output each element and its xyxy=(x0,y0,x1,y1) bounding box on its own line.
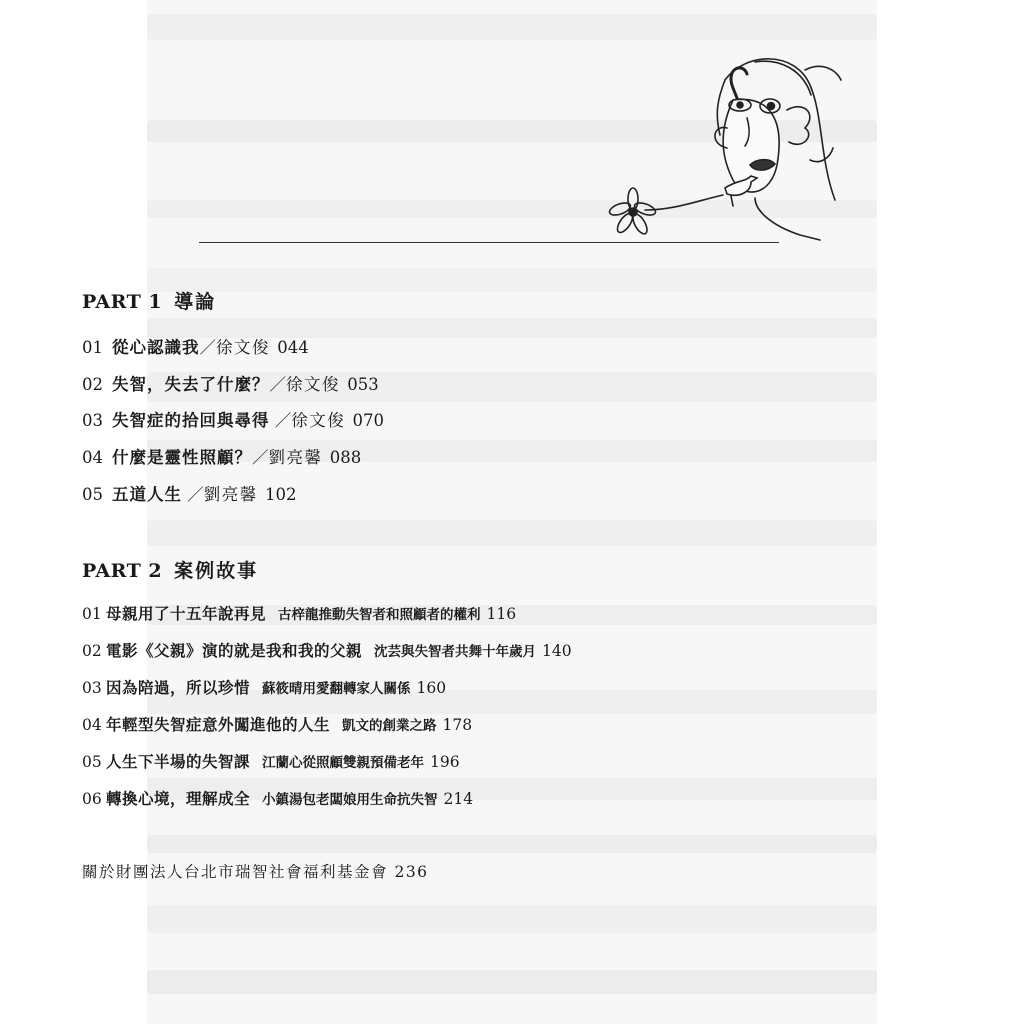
entry-page: 102 xyxy=(265,485,297,504)
toc-entry[interactable] xyxy=(82,676,446,698)
toc-entry[interactable] xyxy=(82,639,572,661)
entry-page: 044 xyxy=(277,338,309,357)
entry-number: 02 xyxy=(82,375,103,394)
entry-number: 05 xyxy=(82,753,102,771)
entry-title: 失智症的拾回與尋得 xyxy=(112,411,270,430)
entry-page: 178 xyxy=(442,716,473,734)
toc-entry[interactable] xyxy=(82,481,297,505)
about-page: 236 xyxy=(394,863,429,881)
entry-number: 01 xyxy=(82,338,103,357)
entry-subtitle: 江蘭心從照顧雙親預備老年 xyxy=(262,755,425,771)
entry-number: 04 xyxy=(82,448,103,467)
about-title: 關於財團法人台北市瑞智社會福利基金會 xyxy=(82,863,389,881)
entry-page: 116 xyxy=(486,605,517,623)
brush-stroke xyxy=(147,520,877,546)
entry-subtitle: 凱文的創業之路 xyxy=(342,718,437,734)
entry-subtitle: 蘇筱晴用愛翻轉家人關係 xyxy=(262,681,411,697)
face-illustration xyxy=(605,40,845,250)
part1-heading xyxy=(82,287,216,314)
brush-stroke xyxy=(147,14,877,40)
entry-number: 03 xyxy=(82,679,102,697)
part2-title: 案例故事 xyxy=(174,560,259,582)
toc-entry[interactable] xyxy=(82,787,473,809)
entry-title: 失智，失去了什麼？ xyxy=(112,375,270,394)
entry-title: 轉換心境，理解成全 xyxy=(106,789,251,808)
entry-page: 214 xyxy=(443,790,474,808)
part1-label: PART 1 xyxy=(82,291,163,313)
brush-stroke xyxy=(147,905,877,933)
entry-number: 02 xyxy=(82,642,102,660)
entry-number: 05 xyxy=(82,485,103,504)
toc-entry[interactable] xyxy=(82,407,384,431)
entry-separator: ／ xyxy=(199,338,216,357)
header-divider xyxy=(199,242,779,243)
entry-title: 年輕型失智症意外闖進他的人生 xyxy=(106,715,331,734)
brush-stroke xyxy=(147,835,877,853)
entry-title: 人生下半場的失智課 xyxy=(106,752,251,771)
entry-page: 070 xyxy=(352,411,384,430)
toc-entry[interactable] xyxy=(82,750,460,772)
entry-author: 劉亮馨 xyxy=(203,485,258,504)
entry-separator: ／ xyxy=(187,485,204,504)
entry-page: 088 xyxy=(329,448,362,467)
entry-separator: ／ xyxy=(269,375,286,394)
brush-stroke xyxy=(147,268,877,292)
toc-entry[interactable] xyxy=(82,371,379,395)
entry-author: 劉亮馨 xyxy=(268,448,323,467)
entry-separator: ／ xyxy=(274,411,292,430)
entry-title: 因為陪過，所以珍惜 xyxy=(106,678,251,697)
entry-number: 04 xyxy=(82,716,102,734)
entry-subtitle: 小鎮湯包老闆娘用生命抗失智 xyxy=(262,792,438,808)
entry-page: 196 xyxy=(430,753,460,771)
entry-page: 160 xyxy=(416,679,447,697)
entry-number: 03 xyxy=(82,411,103,430)
entry-title: 母親用了十五年說再見 xyxy=(106,604,267,623)
brush-stroke xyxy=(147,970,877,994)
entry-subtitle: 古梓龍推動失智者和照顧者的權利 xyxy=(278,607,481,623)
entry-page: 140 xyxy=(542,642,572,660)
toc-entry[interactable] xyxy=(82,444,361,468)
part1-title: 導論 xyxy=(174,291,217,313)
entry-subtitle: 沈芸與失智者共舞十年歲月 xyxy=(374,644,537,660)
toc-entry[interactable] xyxy=(82,713,472,735)
entry-author: 徐文俊 xyxy=(291,411,346,430)
entry-title: 什麼是靈性照顧？ xyxy=(112,448,252,467)
part2-heading xyxy=(82,556,258,583)
entry-number: 01 xyxy=(82,605,102,623)
entry-number: 06 xyxy=(82,790,102,808)
entry-title: 從心認識我 xyxy=(112,338,200,357)
part2-label: PART 2 xyxy=(82,560,163,582)
entry-author: 徐文俊 xyxy=(216,338,270,357)
toc-entry[interactable] xyxy=(82,602,516,624)
entry-title: 電影《父親》演的就是我和我的父親 xyxy=(106,641,363,660)
toc-entry[interactable] xyxy=(82,334,309,358)
entry-page: 053 xyxy=(347,375,379,394)
toc-entry-about[interactable] xyxy=(82,860,429,882)
entry-separator: ／ xyxy=(252,448,269,467)
entry-author: 徐文俊 xyxy=(286,375,340,394)
entry-title: 五道人生 xyxy=(112,485,182,504)
